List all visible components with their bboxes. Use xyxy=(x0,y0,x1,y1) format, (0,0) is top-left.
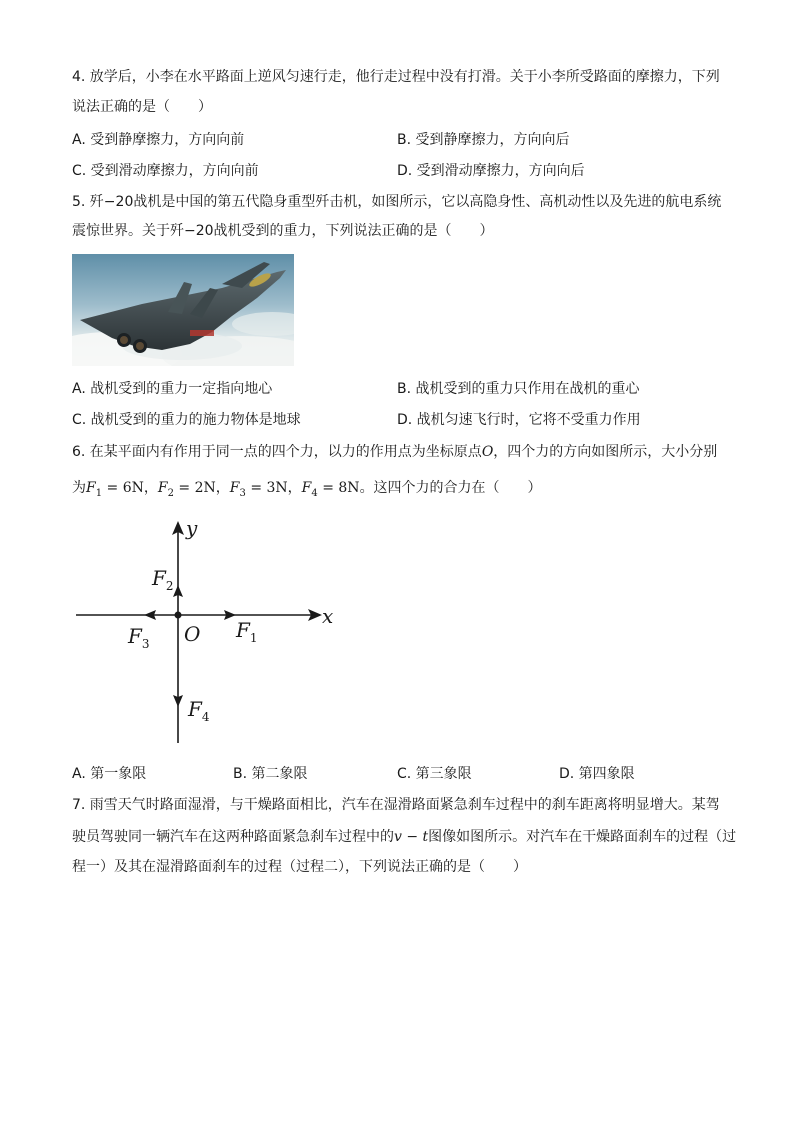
q4-option-c[interactable]: C. 受到滑动摩擦力，方向向前 xyxy=(72,163,259,179)
force-f2-value: $F_2 = 2N$ xyxy=(157,480,216,499)
q4-option-b[interactable]: B. 受到静摩擦力，方向向后 xyxy=(397,132,570,148)
q4-stem-line-1: 4. 放学后，小李在水平路面上逆风匀速行走，他行走过程中没有打滑。关于小李所受路面的摩擦力，下列 xyxy=(72,69,720,85)
q5-stem-line-2: 震惊世界。关于歼−20战机受到的重力，下列说法正确的是（ ） xyxy=(72,223,494,239)
q6-option-b[interactable]: B. 第二象限 xyxy=(233,766,308,782)
q5-option-d[interactable]: D. 战机匀速飞行时，它将不受重力作用 xyxy=(397,412,641,428)
force-f1-value: $F_1 = 6N$ xyxy=(86,480,144,499)
q6-stem-line-2: 为$F_1 = 6N$，$F_2 = 2N$，$F_3 = 3N$，$F_4 = 8N$。这四个力的合力在（ ） xyxy=(72,480,542,499)
q7-stem-line-1: 7. 雨雪天气时路面湿滑，与干燥路面相比，汽车在湿滑路面紧急刹车过程中的刹车距离将明显增大。某驾 xyxy=(72,797,720,813)
q5-stem-line-1: 5. 歼−20战机是中国的第五代隐身重型歼击机，如图所示，它以高隐身性、高机动性以及先进的航电系统 xyxy=(72,194,722,210)
q5-option-c[interactable]: C. 战机受到的重力的施力物体是地球 xyxy=(72,412,301,428)
origin-point xyxy=(175,612,182,619)
f4-label: $F_4$ xyxy=(188,697,210,724)
q5-option-b[interactable]: B. 战机受到的重力只作用在战机的重心 xyxy=(397,381,640,397)
q4-option-a[interactable]: A. 受到静摩擦力，方向向前 xyxy=(72,132,245,148)
q5-option-a[interactable]: A. 战机受到的重力一定指向地心 xyxy=(72,381,273,397)
fighter-jet-photo xyxy=(72,254,294,366)
f1-label: $F_1$ xyxy=(236,618,258,645)
q7-stem-line-3: 程一）及其在湿滑路面刹车的过程（过程二），下列说法正确的是（ ） xyxy=(72,859,527,875)
q6-option-d[interactable]: D. 第四象限 xyxy=(559,766,635,782)
origin-label: O xyxy=(184,622,201,646)
q4-stem-line-2: 说法正确的是（ ） xyxy=(72,99,212,115)
y-axis-label: y xyxy=(186,516,198,540)
q6-option-a[interactable]: A. 第一象限 xyxy=(72,766,147,782)
f2-label: $F_2$ xyxy=(152,566,174,593)
origin-symbol: O xyxy=(481,444,494,460)
q6-option-c[interactable]: C. 第三象限 xyxy=(397,766,472,782)
force-diagram xyxy=(70,515,340,750)
q7-stem-line-2: 驶员驾驶同一辆汽车在这两种路面紧急刹车过程中的v − t图像如图所示。对汽车在干燥路面刹车的过程（过 xyxy=(72,829,737,845)
force-f3-value: $F_3 = 3N$ xyxy=(229,480,288,499)
x-axis-label: x xyxy=(322,604,334,628)
q4-option-d[interactable]: D. 受到滑动摩擦力，方向向后 xyxy=(397,163,585,179)
f3-label: $F_3$ xyxy=(128,624,150,651)
force-f4-value: $F_4 = 8N$ xyxy=(301,480,360,499)
vt-symbol: v − t xyxy=(394,829,429,845)
q6-stem-line-1: 6. 在某平面内有作用于同一点的四个力，以力的作用点为坐标原点O，四个力的方向如图所示，大小分别 xyxy=(72,444,718,460)
